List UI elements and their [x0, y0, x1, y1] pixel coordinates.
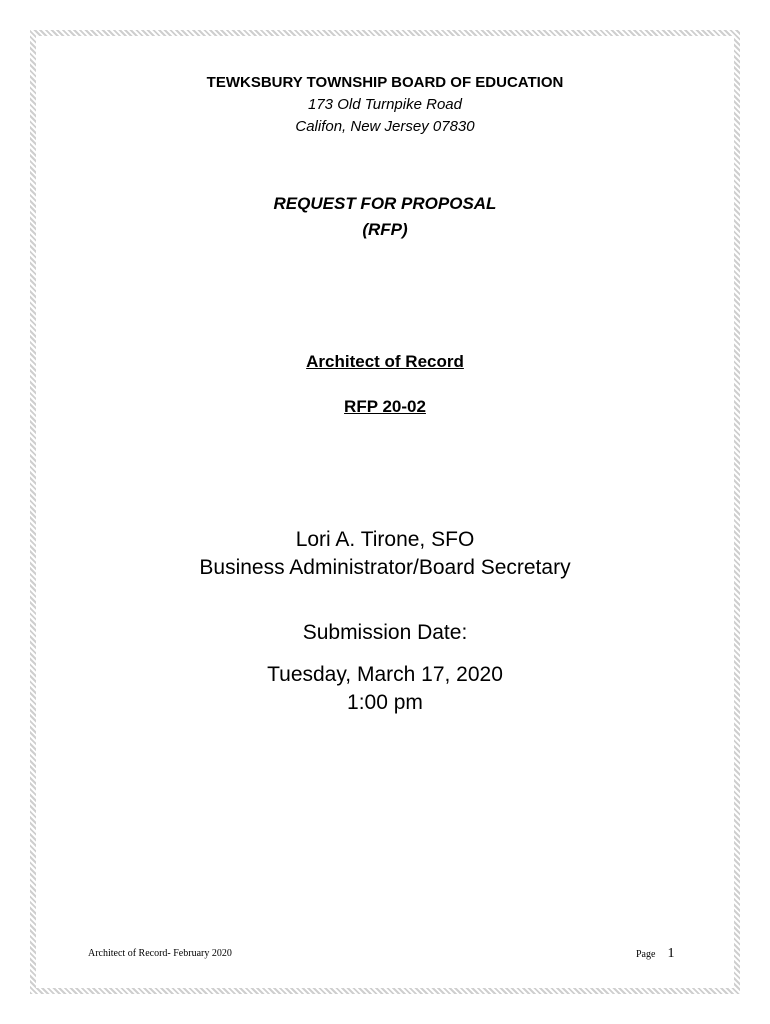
organization-name: TEWKSBURY TOWNSHIP BOARD OF EDUCATION [206, 74, 564, 91]
contact-title: Business Administrator/Board Secretary [199, 556, 571, 579]
page-number: 1 [667, 946, 675, 961]
submission-time: 1:00 pm [347, 691, 423, 714]
project-name: Architect of Record [306, 352, 464, 371]
rfp-number: RFP 20-02 [344, 397, 426, 416]
footer-document-label: Architect of Record- February 2020 [88, 948, 232, 959]
document-title: REQUEST FOR PROPOSAL [273, 194, 497, 213]
document-title-abbreviation: (RFP) [362, 220, 408, 239]
address-line-2: Califon, New Jersey 07830 [295, 118, 475, 135]
contact-name: Lori A. Tirone, SFO [295, 528, 475, 551]
submission-date: Tuesday, March 17, 2020 [267, 663, 503, 686]
address-line-1: 173 Old Turnpike Road [308, 96, 462, 113]
page-label: Page [636, 949, 656, 960]
footer-page-indicator [636, 944, 674, 962]
page-border [30, 30, 740, 994]
submission-label: Submission Date: [302, 621, 468, 644]
